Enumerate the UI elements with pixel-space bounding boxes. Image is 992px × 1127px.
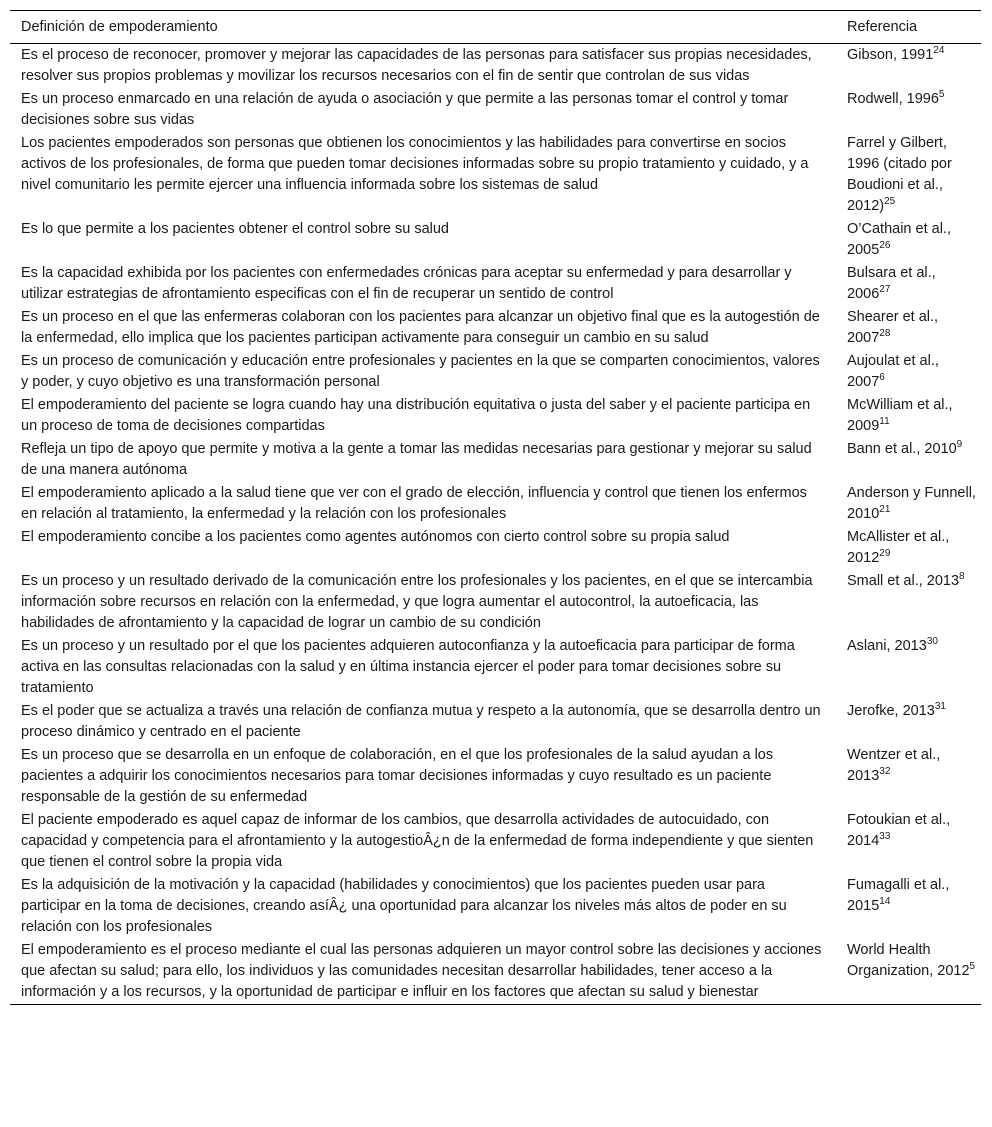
reference-cell [836, 700, 981, 744]
definition-cell: El empoderamiento es el proceso mediante el cual las personas adquieren un mayor control sobre las decisiones y acciones que afectan su salud; para ello, los individuos y las comunidades necesitan desarrollar habilidades, tener acceso a la información y a los recursos, y la oportunidad de participar e influir en los factores que afectan su salud y bienestar [21, 942, 822, 1000]
table-row [10, 526, 981, 570]
definition-cell: El empoderamiento aplicado a la salud tiene que ver con el grado de elección, influencia y control que tienen los enfermos en relación al tratamiento, la enfermedad y la relación con los profesionales [21, 485, 807, 522]
table-row [10, 570, 981, 635]
definition-cell: Es un proceso enmarcado en una relación de ayuda o asociación y que permite a las personas tomar el control y tomar decisiones sobre sus vidas [21, 91, 789, 128]
reference-cell [836, 438, 981, 482]
table-row [10, 350, 981, 394]
reference-text: Wentzer et al., 2013 [847, 747, 941, 784]
reference-text: Bulsara et al., 2006 [847, 265, 936, 302]
citation-number: 14 [879, 896, 891, 907]
table-header [10, 11, 981, 44]
reference-text: Shearer et al., 2007 [847, 309, 939, 346]
citation-number: 29 [879, 548, 891, 559]
column-header-reference: Referencia [847, 19, 918, 35]
citation-number: 28 [879, 328, 891, 339]
table-row [10, 700, 981, 744]
table-row [10, 939, 981, 1005]
table-row [10, 262, 981, 306]
definition-cell: Es un proceso en el que las enfermeras colaboran con los pacientes para alcanzar un objetivo final que es la autogestión de la enfermedad, ello implica que los pacientes participan activamente para conseguir un cambio en su salud [21, 309, 820, 346]
header-row [10, 11, 981, 44]
citation-number: 5 [938, 89, 945, 100]
reference-cell [836, 306, 981, 350]
table-row [10, 482, 981, 526]
reference-text: McWilliam et al., 2009 [847, 397, 953, 434]
reference-text: Jerofke, 2013 [847, 703, 935, 719]
citation-number: 33 [879, 831, 891, 842]
citation-number: 31 [934, 701, 946, 712]
reference-cell [836, 262, 981, 306]
table-row [10, 744, 981, 809]
definition-cell: Es un proceso que se desarrolla en un enfoque de colaboración, en el que los profesionales de la salud ayudan a los pacientes a adquirir los conocimientos necesarios para tomar decisiones informadas y cuyo resultado es un paciente responsable de la gestión de su enfermedad [21, 747, 774, 805]
citation-number: 27 [879, 284, 891, 295]
definition-cell: El empoderamiento del paciente se logra cuando hay una distribución equitativa o justa del saber y el paciente participa en un proceso de toma de decisiones compartidas [21, 397, 811, 434]
definition-cell: Es el poder que se actualiza a través una relación de confianza mutua y respeto a la autonomía, que se desarrolla dentro un proceso dinámico y centrado en el paciente [21, 703, 821, 740]
reference-text: Gibson, 1991 [847, 47, 934, 63]
table-row [10, 44, 981, 89]
reference-cell [836, 132, 981, 218]
definition-cell: Refleja un tipo de apoyo que permite y motiva a la gente a tomar las medidas necesarias para gestionar y mejorar su salud de una manera autónoma [21, 441, 812, 478]
citation-number: 24 [933, 45, 945, 56]
table-row [10, 809, 981, 874]
definition-cell: El empoderamiento concibe a los pacientes como agentes autónomos con cierto control sobre su propia salud [21, 529, 730, 545]
definition-cell: Es el proceso de reconocer, promover y mejorar las capacidades de las personas para satisfacer sus propias necesidades, resolver sus propios problemas y movilizar los recursos necesarios con el fin de sentir que controlan de sus vidas [21, 47, 812, 84]
reference-cell [836, 939, 981, 1005]
reference-text: Bann et al., 2010 [847, 441, 957, 457]
table-row [10, 635, 981, 700]
reference-cell [836, 635, 981, 700]
reference-text: Fumagalli et al., 2015 [847, 877, 950, 914]
reference-cell [836, 744, 981, 809]
reference-text: Rodwell, 1996 [847, 91, 939, 107]
reference-cell [836, 526, 981, 570]
definition-cell: Es lo que permite a los pacientes obtener el control sobre su salud [21, 221, 449, 237]
definition-cell: Es la adquisición de la motivación y la capacidad (habilidades y conocimientos) que los pacientes pueden usar para participar en la toma de decisiones, creando asíÂ¿ una oportunidad para alcanzar los niveles más altos de poder en su relación con los profesionales [21, 877, 787, 935]
table-row [10, 394, 981, 438]
citation-number: 30 [926, 636, 938, 647]
citation-number: 26 [879, 240, 891, 251]
table-row [10, 874, 981, 939]
reference-text: O’Cathain et al., 2005 [847, 221, 951, 258]
definition-cell: Es un proceso de comunicación y educación entre profesionales y pacientes en la que se comparten conocimientos, valores y poder, y cuyo objetivo es una transformación personal [21, 353, 820, 390]
reference-text: McAllister et al., 2012 [847, 529, 950, 566]
citation-number: 21 [879, 504, 891, 515]
reference-text: Small et al., 2013 [847, 573, 960, 589]
reference-cell [836, 482, 981, 526]
citation-number: 8 [959, 571, 965, 582]
table-row [10, 218, 981, 262]
citation-number: 25 [884, 196, 896, 207]
citation-number: 5 [969, 961, 976, 972]
reference-text: Farrel y Gilbert, 1996 (citado por Boudioni et al., 2012) [847, 135, 952, 214]
definition-cell: Los pacientes empoderados son personas que obtienen los conocimientos y las habilidades para convertirse en socios activos de los profesionales, de forma que pueden tomar decisiones informadas sobre su propio tratamiento y cuidado, y a nivel comunitario les permite ejercer una influencia informada sobre los sistemas de salud [21, 135, 809, 193]
reference-text: Aujoulat et al., 2007 [847, 353, 939, 390]
citation-number: 32 [879, 766, 891, 777]
table-row [10, 306, 981, 350]
reference-text: Fotoukian et al., 2014 [847, 812, 951, 849]
reference-cell [836, 218, 981, 262]
reference-cell [836, 874, 981, 939]
table-body [10, 44, 981, 1005]
reference-text: World Health Organization, 2012 [847, 942, 970, 979]
reference-cell [836, 44, 981, 89]
reference-cell [836, 88, 981, 132]
table-row [10, 438, 981, 482]
reference-cell [836, 394, 981, 438]
definition-cell: El paciente empoderado es aquel capaz de informar de los cambios, que desarrolla actividades de autocuidado, con capacidad y competencia para el afrontamiento y la autogestioÂ¿n de la enfermedad de forma independiente y que sienten que tienen el control sobre la propia vida [21, 812, 814, 870]
citation-number: 11 [879, 416, 890, 427]
table-row [10, 132, 981, 218]
reference-cell [836, 809, 981, 874]
table-row [10, 88, 981, 132]
definition-cell: Es un proceso y un resultado derivado de la comunicación entre los profesionales y los pacientes, en el que se intercambia información sobre recursos en relación con la enfermedad, y que logra aumentar el autocontrol, la autoeficacia, las habilidades de afrontamiento y la capacidad de lograr un cambio de su condición [21, 573, 813, 631]
definition-cell: Es la capacidad exhibida por los pacientes con enfermedades crónicas para aceptar su enfermedad y para desarrollar y utilizar estrategias de afrontamiento especificas con el fin de recuperar un sentido de control [21, 265, 792, 302]
reference-cell [836, 570, 981, 635]
reference-text: Anderson y Funnell, 2010 [847, 485, 976, 522]
reference-text: Aslani, 2013 [847, 638, 927, 654]
empowerment-definitions-table [10, 10, 981, 1005]
citation-number: 6 [879, 372, 885, 383]
column-header-definition: Definición de empoderamiento [21, 19, 218, 35]
reference-cell [836, 350, 981, 394]
definition-cell: Es un proceso y un resultado por el que los pacientes adquieren autoconfianza y la autoeficacia para participar de forma activa en las consultas relacionadas con la salud y en última instancia ejercer el poder para tomar decisiones sobre su tratamiento [21, 638, 795, 696]
definitions-table-container [10, 10, 981, 1005]
citation-number: 9 [956, 439, 963, 450]
